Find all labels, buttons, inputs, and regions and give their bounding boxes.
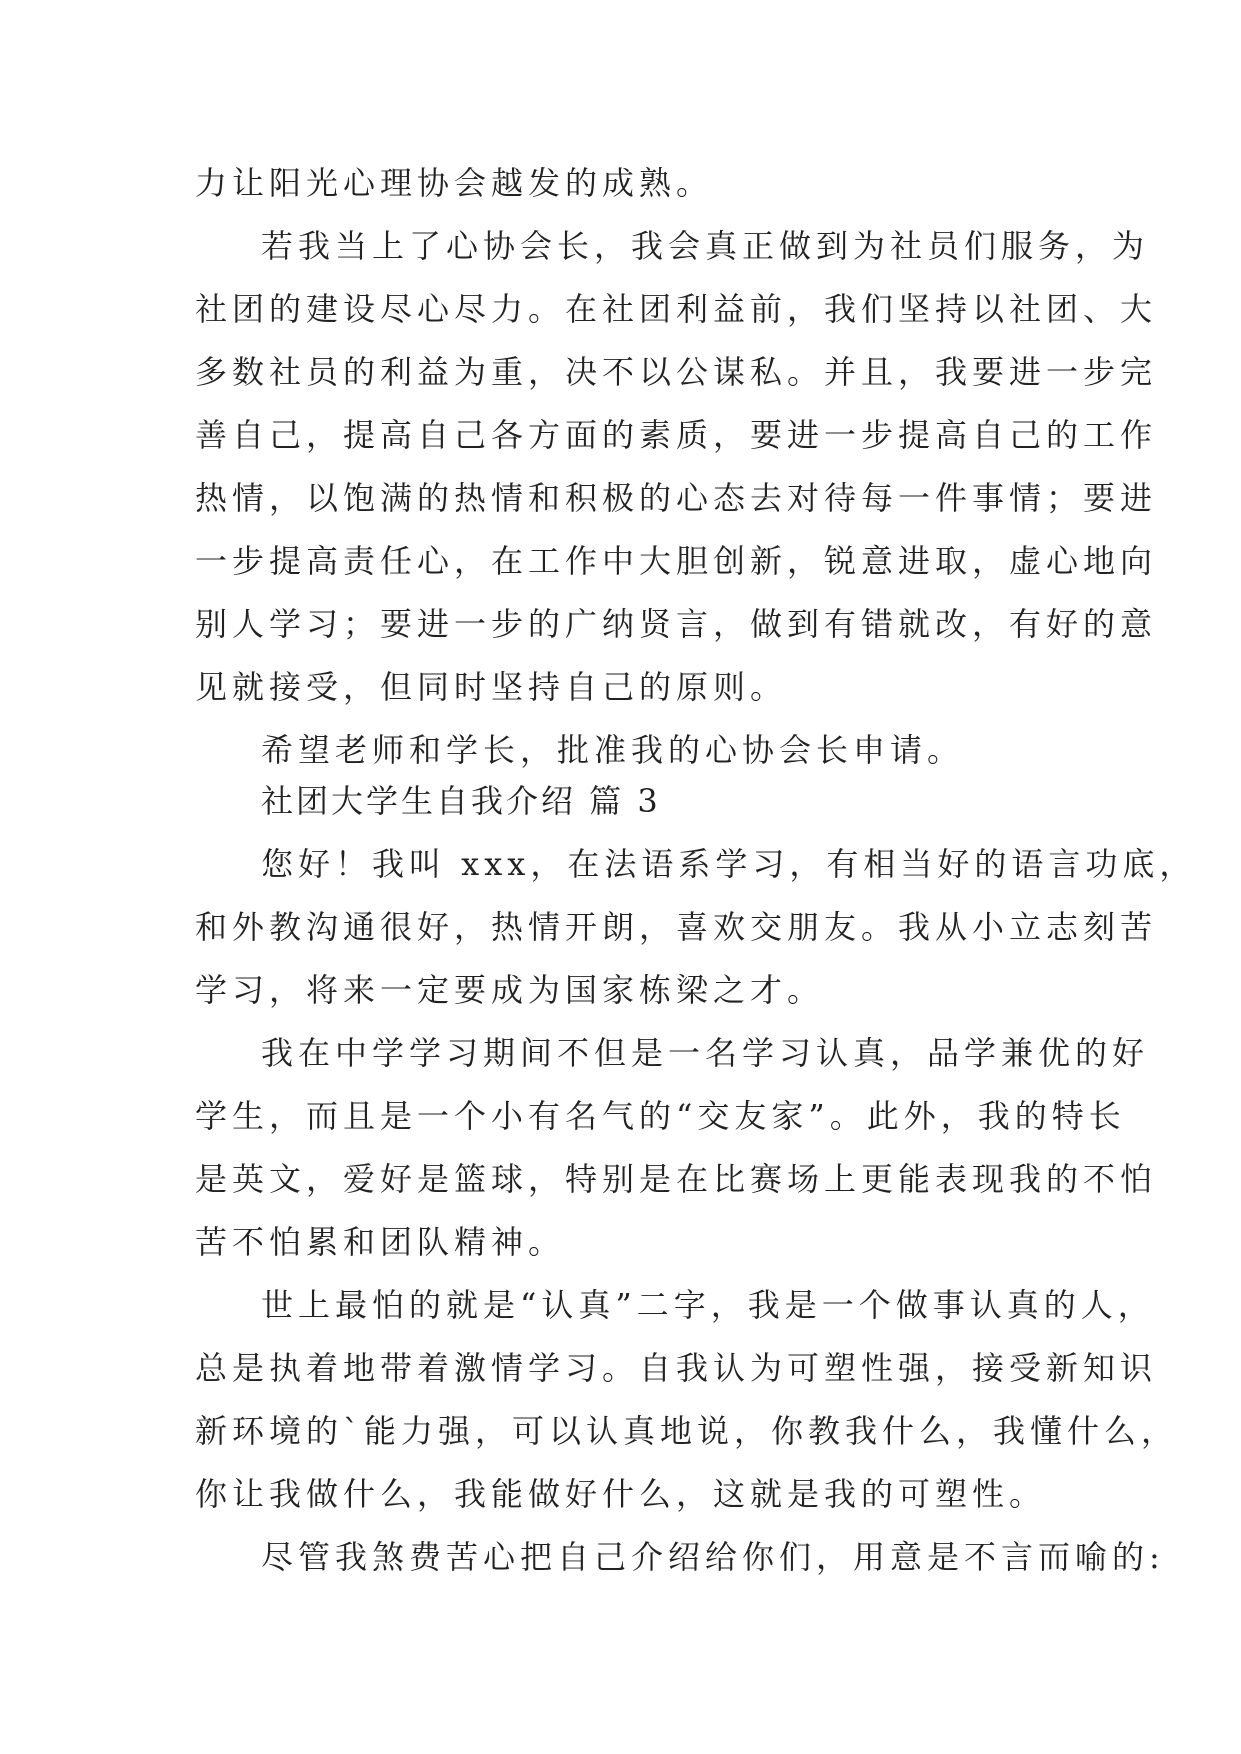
text-line: 力让阳光心理协会越发的成熟。 bbox=[195, 164, 714, 202]
paragraph-start-line: 尽管我煞费苦心把自己介绍给你们，用意是不言而喻的: bbox=[261, 1538, 1165, 1576]
body-text-block-two bbox=[195, 770, 1197, 1589]
text-line: 多数社员的利益为重，决不以公谋私。并且，我要进一步完 bbox=[195, 353, 1158, 391]
text-line: 见就接受，但同时坚持自己的原则。 bbox=[195, 668, 788, 706]
text-line: 苦不怕累和团队精神。 bbox=[195, 1223, 566, 1261]
text-line: 热情，以饱满的热情和积极的心态去对待每一件事情；要进 bbox=[195, 479, 1158, 517]
body-text-block-one bbox=[195, 152, 1158, 782]
text-line: 总是执着地带着激情学习。自我认为可塑性强，接受新知识 bbox=[195, 1349, 1158, 1387]
paragraph-start-line: 您好！我叫 xxx，在法语系学习，有相当好的语言功底， bbox=[261, 845, 1197, 883]
paragraph-start-line: 我在中学学习期间不但是一名学习认真，品学兼优的好 bbox=[261, 1034, 1150, 1072]
text-line: 一步提高责任心，在工作中大胆创新，锐意进取，虚心地向 bbox=[195, 542, 1158, 580]
text-line: 新环境的`能力强，可以认真地说，你教我什么，我懂什么， bbox=[195, 1412, 1179, 1450]
paragraph-start-line: 希望老师和学长，批准我的心协会长申请。 bbox=[261, 731, 965, 769]
text-line: 是英文，爱好是篮球，特别是在比赛场上更能表现我的不怕 bbox=[195, 1160, 1158, 1198]
text-line: 别人学习；要进一步的广纳贤言，做到有错就改，有好的意 bbox=[195, 605, 1158, 643]
paragraph-start-line: 世上最怕的就是“认真”二字，我是一个做事认真的人， bbox=[261, 1286, 1155, 1324]
text-line: 学习，将来一定要成为国家栋梁之才。 bbox=[195, 971, 825, 1009]
text-line: 善自己，提高自己各方面的素质，要进一步提高自己的工作 bbox=[195, 416, 1158, 454]
text-line: 你让我做什么，我能做好什么，这就是我的可塑性。 bbox=[195, 1475, 1047, 1513]
paragraph-start-line: 若我当上了心协会长，我会真正做到为社员们服务，为 bbox=[261, 227, 1150, 265]
section-heading: 社团大学生自我介绍 篇 3 bbox=[261, 782, 661, 820]
text-line: 社团的建设尽心尽力。在社团利益前，我们坚持以社团、大 bbox=[195, 290, 1158, 328]
text-line: 学生，而且是一个小有名气的“交友家”。此外，我的特长 bbox=[195, 1097, 1126, 1135]
text-line: 和外教沟通很好，热情开朗，喜欢交朋友。我从小立志刻苦 bbox=[195, 908, 1158, 946]
